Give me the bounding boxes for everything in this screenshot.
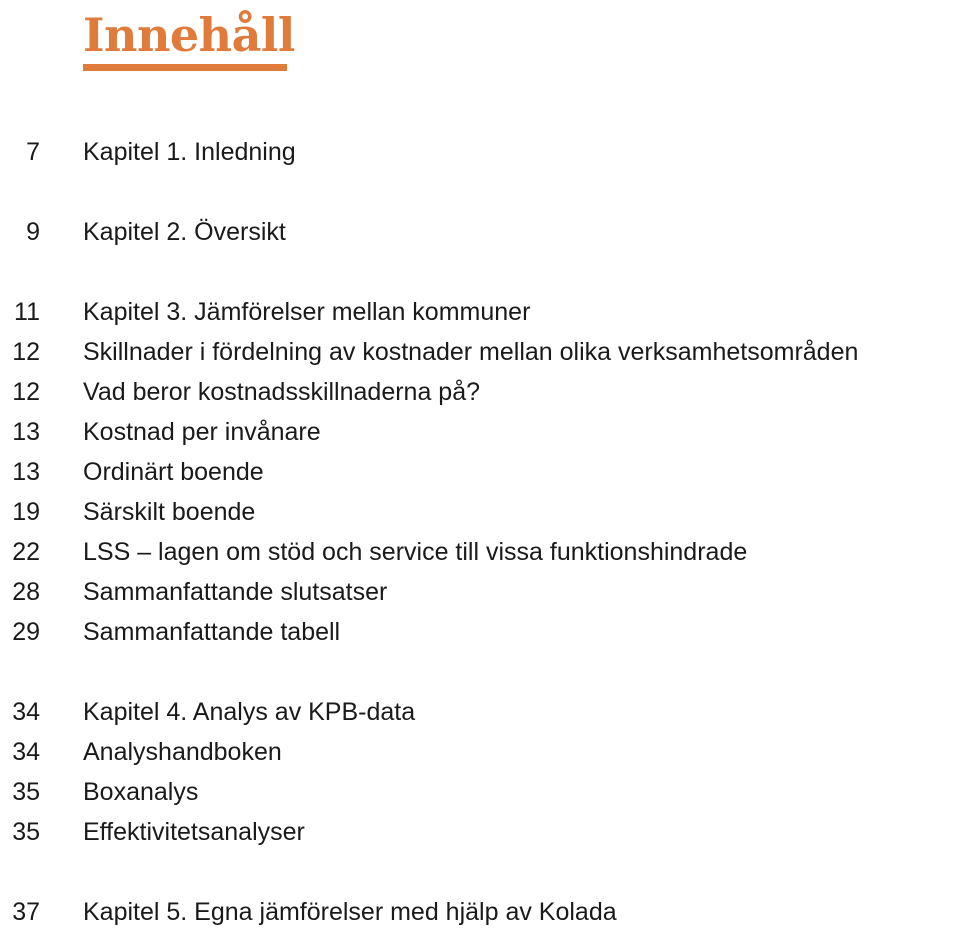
toc-page-number: 12 <box>12 378 40 406</box>
toc-entry-title: Särskilt boende <box>83 498 256 526</box>
toc-entry[interactable] <box>0 732 960 772</box>
toc-entry-title: Kapitel 3. Jämförelser mellan kommuner <box>83 298 531 326</box>
toc-page-number: 13 <box>12 418 40 446</box>
toc-page-number: 9 <box>26 218 40 246</box>
toc-entry[interactable] <box>0 452 960 492</box>
toc-entry[interactable] <box>0 772 960 812</box>
toc-entry[interactable] <box>0 692 960 732</box>
toc-entry-title: Kapitel 1. Inledning <box>83 138 296 166</box>
toc-entry-title: Kostnad per invånare <box>83 418 321 446</box>
page-title: Innehåll <box>83 8 295 62</box>
toc-page-number: 34 <box>12 738 40 766</box>
toc-page-number: 37 <box>12 898 40 926</box>
toc-entry[interactable] <box>0 332 960 372</box>
toc-page-number: 35 <box>12 778 40 806</box>
toc-entry-title: LSS – lagen om stöd och service till vissa funktionshindrade <box>83 538 748 566</box>
toc-entry[interactable] <box>0 372 960 412</box>
toc-page-number: 13 <box>12 458 40 486</box>
toc-page-number: 12 <box>12 338 40 366</box>
toc-entry-title: Kapitel 2. Översikt <box>83 218 286 246</box>
toc-entry-title: Vad beror kostnadsskillnaderna på? <box>83 378 481 406</box>
toc-entry-title: Effektivitetsanalyser <box>83 818 305 846</box>
toc-entry[interactable] <box>0 892 960 932</box>
toc-entry[interactable] <box>0 612 960 652</box>
toc-entry[interactable] <box>0 572 960 612</box>
toc-entry[interactable] <box>0 132 960 172</box>
toc-page-number: 35 <box>12 818 40 846</box>
toc-page-number: 28 <box>12 578 40 606</box>
toc-entry-title: Sammanfattande slutsatser <box>83 578 388 606</box>
toc-entry[interactable] <box>0 412 960 452</box>
toc-page-number: 7 <box>26 138 40 166</box>
toc-entry-title: Analyshandboken <box>83 738 282 766</box>
toc-entry-title: Skillnader i fördelning av kostnader mellan olika verksamhetsområden <box>83 338 859 366</box>
toc-entry[interactable] <box>0 532 960 572</box>
toc-entry-title: Sammanfattande tabell <box>83 618 341 646</box>
toc-entry-title: Boxanalys <box>83 778 199 806</box>
title-underline <box>83 64 287 71</box>
toc-entry-title: Ordinärt boende <box>83 458 264 486</box>
toc-entry[interactable] <box>0 212 960 252</box>
toc-page-number: 34 <box>12 698 40 726</box>
toc-entry[interactable] <box>0 292 960 332</box>
toc-entry[interactable] <box>0 492 960 532</box>
toc-entry-title: Kapitel 5. Egna jämförelser med hjälp av Kolada <box>83 898 617 926</box>
toc-page-number: 29 <box>12 618 40 646</box>
toc-page-number: 22 <box>12 538 40 566</box>
toc-entry[interactable] <box>0 812 960 852</box>
toc-entry-title: Kapitel 4. Analys av KPB-data <box>83 698 416 726</box>
toc-page-number: 19 <box>12 498 40 526</box>
toc-page-number: 11 <box>14 298 40 326</box>
